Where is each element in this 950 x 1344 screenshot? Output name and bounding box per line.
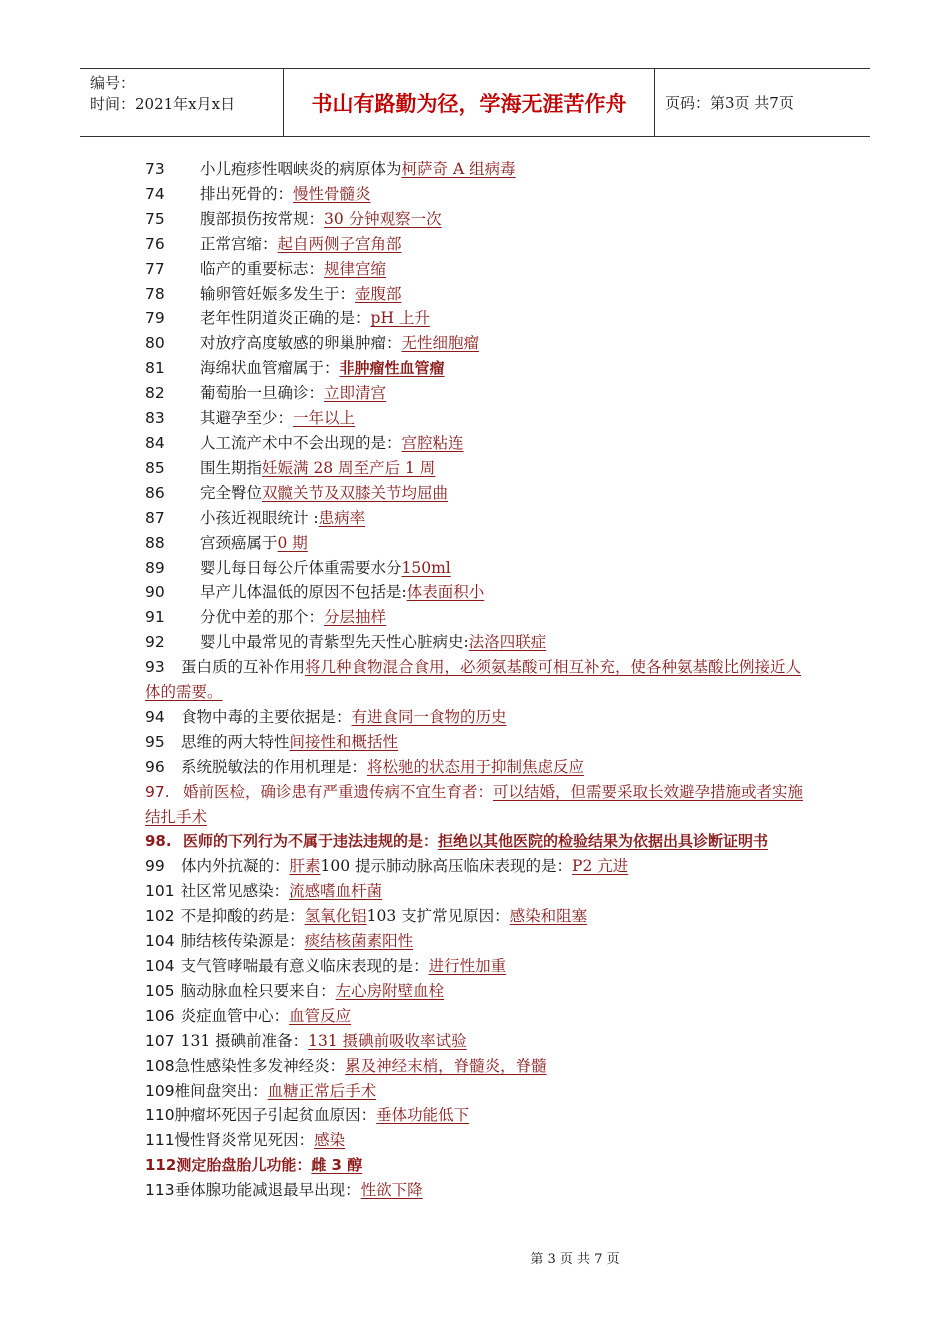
- list-item-107: 107 131 摄碘前准备：131 摄碘前吸收率试验: [145, 1031, 467, 1050]
- answer: 间接性和概括性: [289, 732, 399, 751]
- item-number: 74: [145, 184, 165, 203]
- question-text: 腹部损伤按常规：: [200, 209, 325, 228]
- list-item-90: [145, 580, 815, 605]
- footer-page-number: 第 3 页 共 7 页: [530, 1252, 620, 1267]
- answer: 立即清宫: [324, 384, 387, 403]
- answer: 体表面积小: [406, 583, 485, 602]
- list-item-109: 109椎间盘突出：血糖正常后手术: [145, 1081, 377, 1100]
- item-number: 78: [145, 284, 165, 303]
- question-text: 宫颈癌属于: [200, 533, 278, 552]
- question-text: 输卵管妊娠多发生于：: [200, 284, 356, 303]
- answer: 患病率: [318, 508, 366, 527]
- question-text: 老年性阴道炎正确的是：: [200, 309, 371, 328]
- list-item-98: 98. 医师的下列行为不属于违法违规的是：拒绝以其他医院的检验结果为依据出具诊断证明书: [145, 832, 769, 851]
- answer: 将几种食物混合食用，必须氨基酸可相互补充，使各种氨基酸比例接近人体的需要。: [145, 658, 802, 702]
- item-number: 88: [145, 533, 165, 552]
- list-item-104: 104 肺结核传染源是：痰结核菌素阳性: [145, 932, 414, 951]
- motto-text: 书山有路勤为径，学海无涯苦作舟: [311, 91, 627, 116]
- list-item-82: [145, 381, 815, 406]
- question-text: 葡萄胎一旦确诊：: [200, 384, 325, 403]
- list-item-88: [145, 531, 815, 556]
- answer: 150ml: [401, 558, 451, 577]
- item-number: 81: [145, 359, 165, 378]
- list-item-77: [145, 257, 815, 282]
- answer: 规律宫缩: [324, 259, 387, 278]
- answer: 双髋关节及双膝关节均屈曲: [262, 483, 449, 502]
- list-item-79: [145, 306, 815, 331]
- list-item-97: 97. 婚前医检，确诊患有严重遗传病不宜生育者：可以结婚，但需要采取长效避孕措施或者实施结扎手术: [145, 782, 804, 826]
- header-motto: [284, 69, 655, 136]
- answer: 累及神经末梢，脊髓炎，脊髓: [345, 1056, 547, 1075]
- item-number: 79: [145, 309, 165, 328]
- list-item-106: 106 炎症血管中心：血管反应: [145, 1006, 352, 1025]
- answer: 法洛四联症: [468, 633, 547, 652]
- answer: 血糖正常后手术: [267, 1081, 377, 1100]
- list-item-111: 111慢性肾炎常见死因：感染: [145, 1131, 346, 1150]
- item-number: 87: [145, 508, 165, 527]
- answer: 垂体功能低下: [376, 1106, 470, 1125]
- number-label: 编号：: [90, 74, 136, 92]
- item-number: 76: [145, 234, 165, 253]
- answer: 痰结核菌素阳性: [304, 932, 414, 951]
- answer: 起自两侧子宫角部: [277, 234, 402, 253]
- answer: 30 分钟观察一次: [324, 209, 442, 228]
- list-item-78: [145, 282, 815, 307]
- answer: 宫腔粘连: [401, 433, 464, 452]
- list-item-87: [145, 506, 815, 531]
- list-item-73: [145, 157, 815, 182]
- list-item-112: 112测定胎盘胎儿功能：雌 3 醇: [145, 1156, 363, 1175]
- answer: P2 亢进: [572, 857, 629, 876]
- answer: 氢氧化铝: [304, 907, 367, 926]
- answer: 左心房附壁血栓: [335, 981, 445, 1000]
- answer: 流感嗜血杆菌: [289, 882, 383, 901]
- answer: 进行性加重: [428, 957, 507, 975]
- list-item-99: 99 体内外抗凝的：肝素100 提示肺动脉高压临床表现的是：P2 亢进: [145, 857, 629, 876]
- list-item-75: [145, 207, 815, 232]
- item-number: 80: [145, 334, 165, 353]
- item-number: 73: [145, 160, 165, 178]
- answer: 可以结婚，但需要采取长效避孕措施或者实施结扎手术: [145, 782, 804, 826]
- list-item-108: 108急性感染性多发神经炎：累及神经末梢，脊髓炎，脊髓: [145, 1056, 547, 1075]
- question-text: 其避孕至少：: [200, 409, 294, 428]
- answer: 非肿瘤性血管瘤: [339, 359, 445, 378]
- answer: 性欲下降: [360, 1181, 423, 1200]
- answer: 131 摄碘前吸收率试验: [308, 1031, 467, 1050]
- item-number: 85: [145, 458, 165, 477]
- question-text: 婴儿中最常见的青紫型先天性心脏病史:: [200, 633, 469, 652]
- list-item-113: 113垂体腺功能减退最早出现：性欲下降: [145, 1181, 423, 1200]
- answer: 有进食同一食物的历史: [351, 707, 507, 726]
- answer: 血管反应: [289, 1006, 352, 1025]
- question-text: 围生期指: [200, 458, 263, 477]
- answer: 无性细胞瘤: [401, 334, 480, 353]
- answer: 感染和阻塞: [509, 907, 588, 926]
- answer: 柯萨奇 A 组病毒: [401, 160, 516, 178]
- list-item-74: [145, 182, 815, 207]
- answer: 雌 3 醇: [311, 1156, 363, 1175]
- question-text: 完全臀位: [200, 483, 263, 502]
- answer: 妊娠满 28 周至产后 1 周: [262, 458, 436, 477]
- item-number: 77: [145, 259, 165, 278]
- item-number: 86: [145, 483, 165, 502]
- list-item-95: 95 思维的两大特性间接性和概括性: [145, 732, 399, 751]
- question-text: 小孩近视眼统计 :: [200, 508, 319, 527]
- question-text: 小儿疱疹性咽峡炎的病原体为: [200, 160, 402, 178]
- list-item-104b: 104 支气管哮喘最有意义临床表现的是：进行性加重: [145, 957, 507, 975]
- item-number: 92: [145, 633, 165, 652]
- list-item-110: 110肿瘤坏死因子引起贫血原因：垂体功能低下: [145, 1106, 470, 1125]
- answer: pH 上升: [370, 309, 430, 328]
- answer: 壶腹部: [355, 284, 402, 303]
- question-text: 对放疗高度敏感的卵巢肿瘤：: [200, 334, 402, 353]
- list-item-86: [145, 481, 815, 506]
- list-item-105: 105 脑动脉血栓只要来自：左心房附壁血栓: [145, 981, 445, 1000]
- question-text: 人工流产术中不会出现的是：: [200, 433, 402, 452]
- item-number: 91: [145, 608, 165, 627]
- list-item-91: [145, 605, 815, 630]
- answer: 感染: [314, 1131, 346, 1150]
- answer: 0 期: [277, 533, 308, 552]
- answer: 慢性骨髓炎: [293, 184, 371, 203]
- item-number: 89: [145, 558, 165, 577]
- list-item-92: [145, 630, 815, 655]
- answer: 拒绝以其他医院的检验结果为依据出具诊断证明书: [438, 832, 769, 851]
- item-number: 75: [145, 209, 165, 228]
- item-number: 82: [145, 384, 165, 403]
- time-label: 时间：2021年x月x日: [90, 95, 236, 113]
- list-item-85: [145, 456, 815, 481]
- question-text: 排出死骨的：: [200, 184, 294, 203]
- question-text: 正常宫缩：: [200, 234, 278, 253]
- page-header: [80, 68, 870, 137]
- question-text: 海绵状血管瘤属于：: [200, 359, 340, 378]
- list-item-101: 101 社区常见感染：流感嗜血杆菌: [145, 882, 383, 901]
- list-item-102: 102 不是抑酸的药是：氢氧化铝103 支扩常见原因：感染和阻塞: [145, 907, 588, 926]
- question-list: [145, 157, 815, 1203]
- list-item-89: [145, 556, 815, 581]
- item-number: 84: [145, 433, 165, 452]
- list-item-81: [145, 356, 815, 381]
- page-footer: [0, 1248, 950, 1267]
- question-text: 临产的重要标志：: [200, 259, 325, 278]
- header-meta: [80, 69, 284, 136]
- answer: 将松驰的状态用于抑制焦虑反应: [367, 757, 585, 776]
- item-number: 90: [145, 583, 165, 602]
- answer: 一年以上: [293, 409, 356, 428]
- list-item-96: 96 系统脱敏法的作用机理是：将松驰的状态用于抑制焦虑反应: [145, 757, 585, 776]
- item-number: 83: [145, 409, 165, 428]
- answer: 肝素: [289, 857, 321, 876]
- list-item-94: 94 食物中毒的主要依据是：有进食同一食物的历史: [145, 707, 507, 726]
- question-text: 婴儿每日每公斤体重需要水分: [200, 558, 402, 577]
- list-item-84: [145, 431, 815, 456]
- list-item-80: [145, 331, 815, 356]
- list-item-76: [145, 232, 815, 257]
- question-text: 分优中差的那个：: [200, 608, 325, 627]
- question-text: 早产儿体温低的原因不包括是:: [200, 583, 407, 602]
- list-item-83: [145, 406, 815, 431]
- header-page-label: 页码：第3页 共7页: [665, 94, 794, 112]
- list-item-93: 93 蛋白质的互补作用将几种食物混合食用，必须氨基酸可相互补充，使各种氨基酸比例接近人体的需要。: [145, 658, 802, 702]
- answer: 分层抽样: [324, 608, 387, 627]
